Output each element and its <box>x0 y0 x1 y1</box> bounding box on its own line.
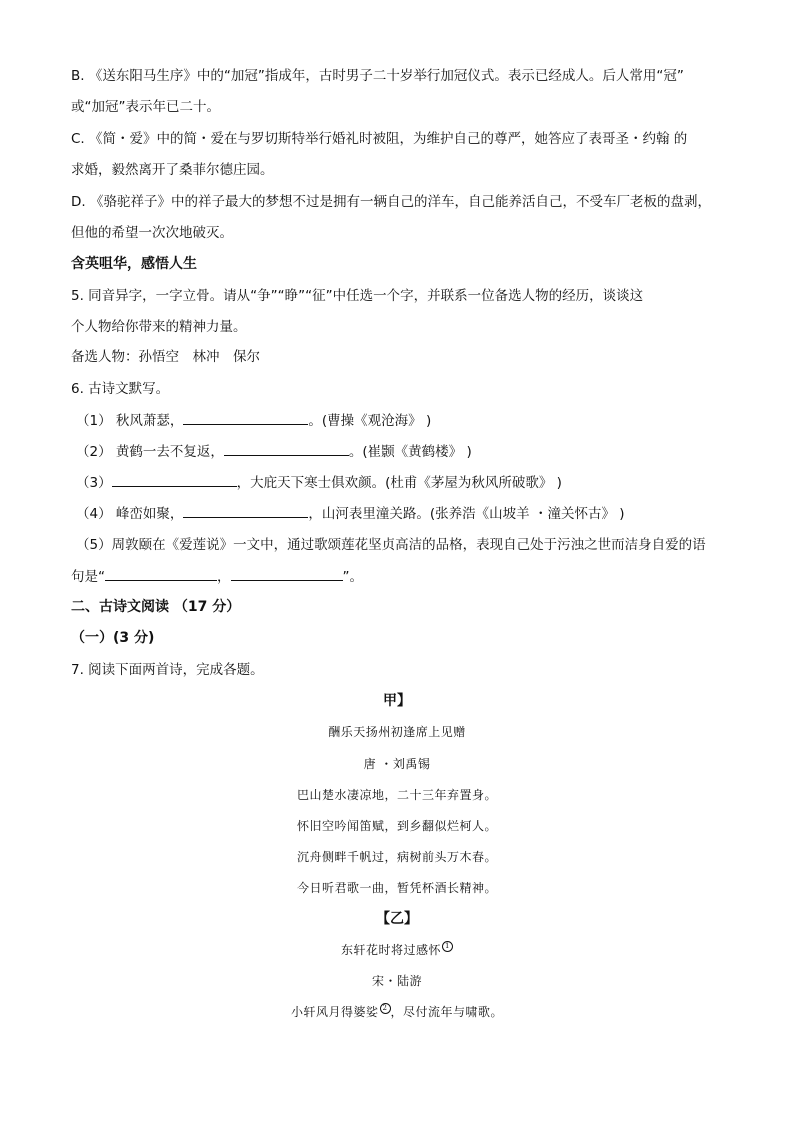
footnote-1-marker: 1 <box>442 941 453 952</box>
part-2-title: 二、古诗文阅读 （17 分） <box>71 599 241 615</box>
dictation-item-4-prefix: （4） 峰峦如聚， <box>76 506 184 522</box>
answer-blank[interactable] <box>105 567 217 581</box>
question-5-line-1: 5. 同音异字，一字立骨。请从“争”“睁”“征”中任选一个字，并联系一位备选人物的经历，谈谈这 <box>71 288 644 304</box>
option-c-line-1: C. 《简・爱》中的简・爱在与罗切斯特举行婚礼时被阻，为维护自己的尊严，她答应了表哥圣・约翰 的 <box>71 131 688 147</box>
dictation-item-1 <box>76 411 431 430</box>
dictation-item-1-source: 。(曹操《观沧海》 ) <box>308 413 432 429</box>
question-5-line-2: 个人物给你带来的精神力量。 <box>71 319 247 335</box>
poem-2-line-1-end: ，尽付流年与啸歌。 <box>390 1005 504 1019</box>
option-d-line-2: 但他的希望一次次地破灭。 <box>71 225 233 241</box>
answer-blank[interactable] <box>224 442 349 456</box>
poem-2-title-text: 东轩花时将过感怀 <box>340 943 441 957</box>
dictation-item-4-source: ，山河表里潼关路。(张养浩《山坡羊 ・潼关怀古》 ) <box>308 506 625 522</box>
answer-blank[interactable] <box>112 473 237 487</box>
dictation-item-5-suffix: ”。 <box>342 569 363 585</box>
poem-2-line-1-start: 小轩风月得婆娑 <box>290 1005 379 1019</box>
option-b-line-1: B. 《送东阳马生序》中的“加冠”指成年，古时男子二十岁举行加冠仪式。表示已经成人。后人常用“冠” <box>71 68 684 84</box>
dictation-item-5-line-1: （5）周敦颐在《爱莲说》一文中，通过歌颂莲花坚贞高洁的品格，表现自己处于污浊之世而洁身自爱的语 <box>76 537 706 553</box>
question-7-prompt: 7. 阅读下面两首诗，完成各题。 <box>71 662 264 678</box>
dictation-item-1-prefix: （1） 秋风萧瑟， <box>76 413 184 429</box>
option-c-line-2: 求婚，毅然离开了桑菲尔德庄园。 <box>71 162 274 178</box>
dictation-item-5-line-2 <box>71 567 363 586</box>
dictation-item-5-prefix: 句是“ <box>71 569 105 585</box>
poem-1-title: 酬乐天扬州初逢席上见赠 <box>328 725 466 739</box>
poem-1-line-1: 巴山楚水凄凉地，二十三年弃置身。 <box>296 788 497 802</box>
candidate-characters: 备选人物：孙悟空 林冲 保尔 <box>71 349 260 365</box>
poem-2-title <box>0 941 794 959</box>
dictation-item-3-prefix: （3） <box>76 475 112 491</box>
footnote-2-marker: 2 <box>380 1003 391 1014</box>
dictation-item-4 <box>76 504 625 523</box>
dictation-item-3-source: ，大庇天下寒士俱欢颜。(杜甫《茅屋为秋风所破歌》 ) <box>236 475 562 491</box>
dictation-item-5-comma: ， <box>217 569 231 585</box>
poem-1-line-2: 怀旧空吟闻笛赋，到乡翻似烂柯人。 <box>296 819 497 833</box>
dictation-item-2-source: 。(崔颢《黄鹤楼》 ) <box>348 444 472 460</box>
poem-1-marker: 甲】 <box>383 693 411 709</box>
dictation-item-2-prefix: （2） 黄鹤一去不复返， <box>76 444 224 460</box>
dictation-item-3 <box>76 473 562 492</box>
answer-blank[interactable] <box>183 411 308 425</box>
option-d-line-1: D. 《骆驼祥子》中的祥子最大的梦想不过是拥有一辆自己的洋车，自己能养活自己，不受车厂老板的盘剥， <box>71 194 711 210</box>
poem-1-line-4: 今日听君歌一曲，暂凭杯酒长精神。 <box>296 881 497 895</box>
option-b-line-2: 或“加冠”表示年已二十。 <box>71 99 220 115</box>
poem-1-line-3: 沉舟侧畔千帆过，病树前头万木春。 <box>296 850 497 864</box>
answer-blank[interactable] <box>231 567 343 581</box>
question-6-title: 6. 古诗文默写。 <box>71 381 170 397</box>
poem-2-author: 宋・陆游 <box>371 974 422 988</box>
poem-2-marker: 【乙】 <box>376 911 418 927</box>
poem-2-line-1 <box>0 1003 794 1021</box>
part-2-subsection: （一）(3 分) <box>71 630 155 646</box>
section-title: 含英咀华，感悟人生 <box>71 256 197 272</box>
dictation-item-2 <box>76 442 472 461</box>
answer-blank[interactable] <box>183 504 308 518</box>
poem-1-author: 唐 ・刘禹锡 <box>363 757 431 771</box>
